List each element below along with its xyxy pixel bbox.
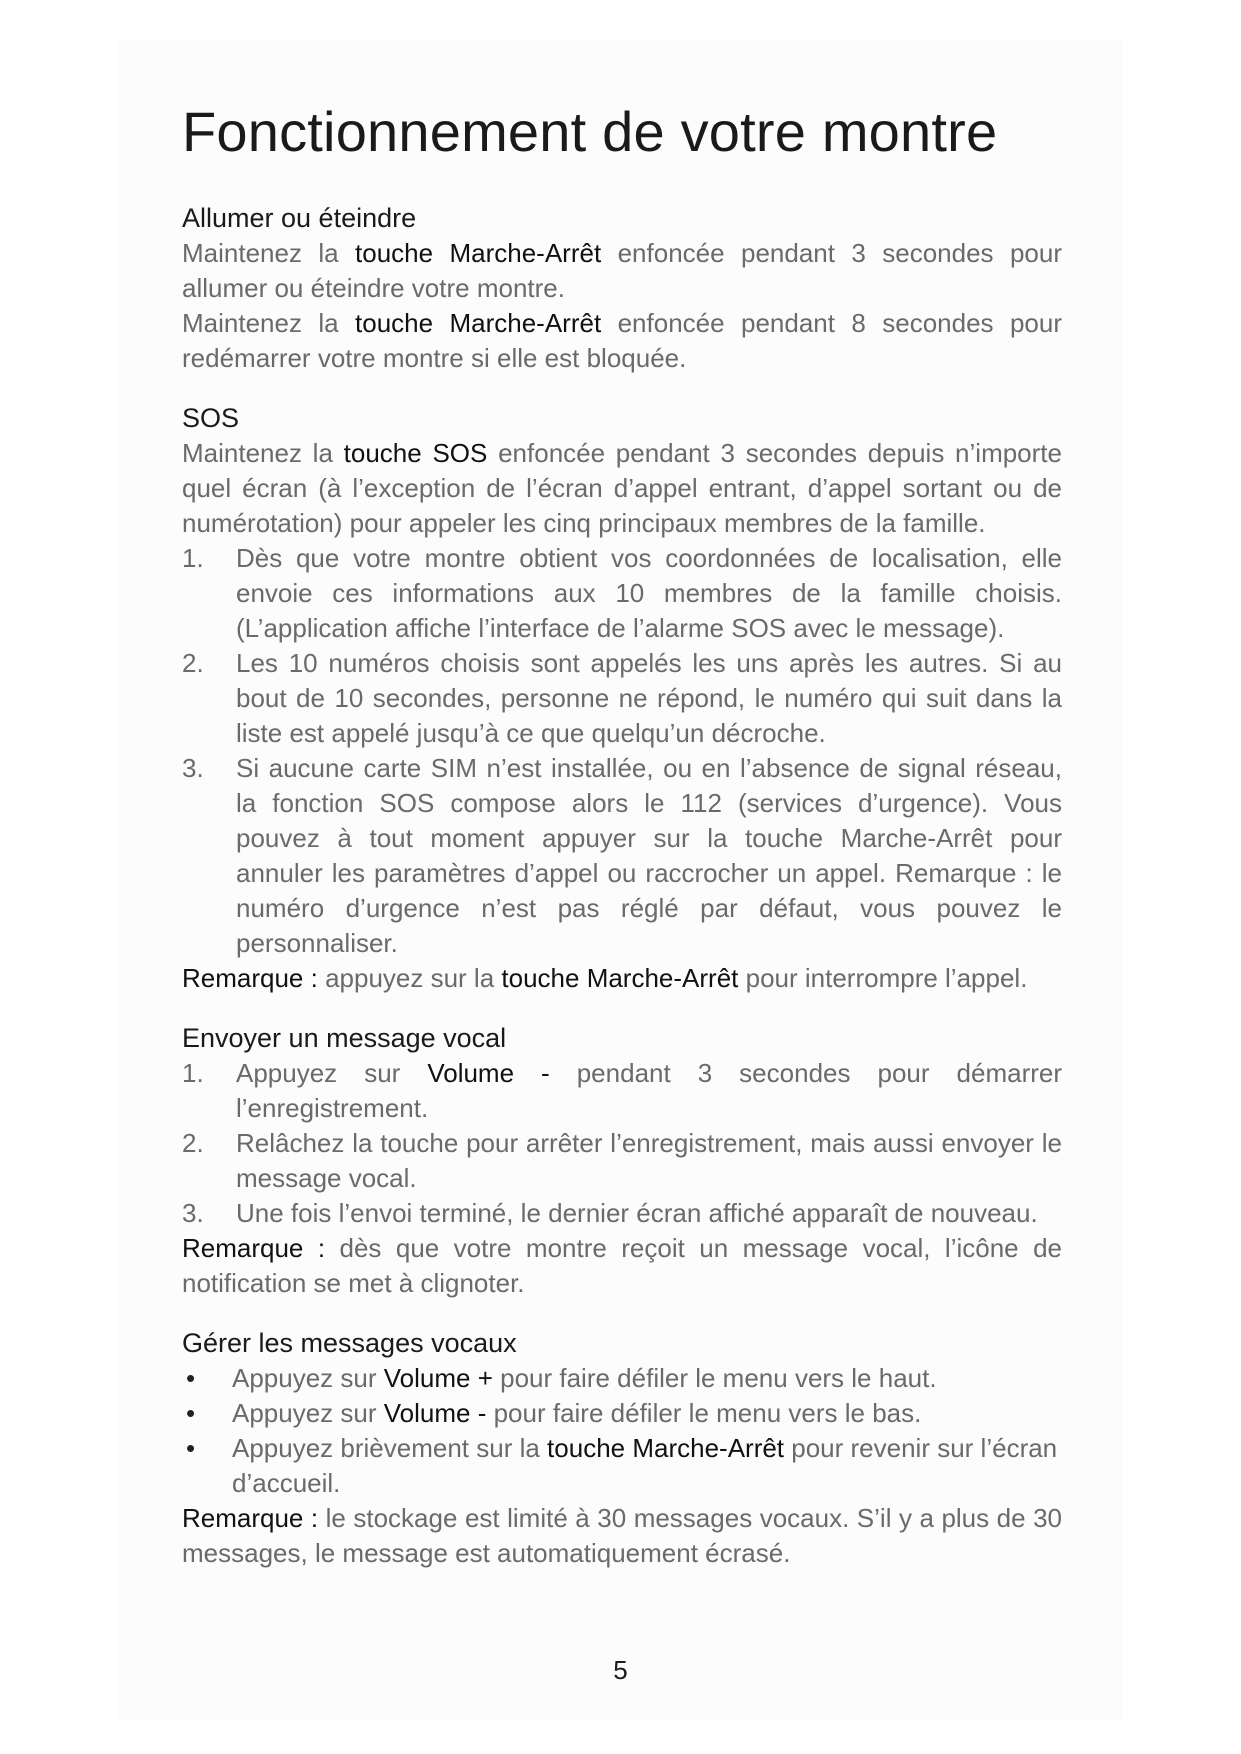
- voice-message-note: Remarque : dès que votre montre reçoit un message vocal, l’icône de notification se met à clignoter.: [182, 1233, 1062, 1298]
- list-item: 3. Une fois l’envoi terminé, le dernier écran affiché apparaît de nouveau.: [182, 1198, 1038, 1228]
- section-heading-manage-messages: Gérer les messages vocaux: [182, 1328, 517, 1358]
- restart-paragraph: Maintenez la touche Marche-Arrêt enfoncée pendant 8 secondes pour redémarrer votre montre si elle est bloquée.: [182, 308, 1062, 373]
- bullet-icon: •: [186, 1398, 196, 1428]
- section-heading-sos: SOS: [182, 403, 240, 433]
- list-item: 3. Si aucune carte SIM n’est installée, ou en l’absence de signal réseau, la fonction SOS compose alors le 112 (services d’urgence). Vous pouvez à tout moment appuyer sur la touche Marche-Arrêt pour annuler les paramètres d’appel ou raccrocher un appel. Remarque : le numéro d’urgence n’est pas réglé par défaut, vous pouvez le personnaliser.: [182, 753, 1062, 958]
- list-item: 2. Relâchez la touche pour arrêter l’enregistrement, mais aussi envoyer le message vocal.: [182, 1128, 1062, 1193]
- page-number: 5: [613, 1655, 628, 1685]
- page-content: [182, 100, 1062, 1571]
- bullet-icon: •: [186, 1363, 196, 1393]
- section-heading-power: Allumer ou éteindre: [182, 203, 417, 233]
- bullet-item: • Appuyez sur Volume + pour faire défiler le menu vers le haut.: [182, 1361, 1062, 1396]
- bullet-item: • Appuyez sur Volume - pour faire défiler le menu vers le bas.: [182, 1396, 1062, 1431]
- power-on-paragraph: Maintenez la touche Marche-Arrêt enfoncée pendant 3 secondes pour allumer ou éteindre votre montre.: [182, 238, 1062, 303]
- section-heading-voice-message: Envoyer un message vocal: [182, 1023, 507, 1053]
- bullet-icon: •: [186, 1433, 196, 1463]
- sos-paragraph: Maintenez la touche SOS enfoncée pendant 3 secondes depuis n’importe quel écran (à l’exception de l’écran d’appel entrant, d’appel sortant ou de numérotation) pour appeler les cinq principaux membres de la famille.: [182, 438, 1062, 538]
- sos-note: Remarque : appuyez sur la touche Marche-Arrêt pour interrompre l’appel.: [182, 963, 1028, 993]
- list-item: 1. Dès que votre montre obtient vos coordonnées de localisation, elle envoie ces informations aux 10 membres de la famille choisis. (L’application affiche l’interface de l’alarme SOS avec le message).: [182, 543, 1062, 643]
- storage-note: Remarque : le stockage est limité à 30 messages vocaux. S’il y a plus de 30 messages, le message est automatiquement écrasé.: [182, 1503, 1062, 1568]
- list-item: 1. Appuyez sur Volume - pendant 3 secondes pour démarrer l’enregistrement.: [182, 1058, 1063, 1123]
- bullet-item: • Appuyez brièvement sur la touche Marche-Arrêt pour revenir sur l’écran d’accueil.: [186, 1433, 1058, 1498]
- page-title: Fonctionnement de votre montre: [182, 100, 998, 163]
- list-item: 2. Les 10 numéros choisis sont appelés les uns après les autres. Si au bout de 10 secondes, personne ne répond, le numéro qui suit dans la liste est appelé jusqu’à ce que quelqu’un décroche.: [182, 648, 1062, 748]
